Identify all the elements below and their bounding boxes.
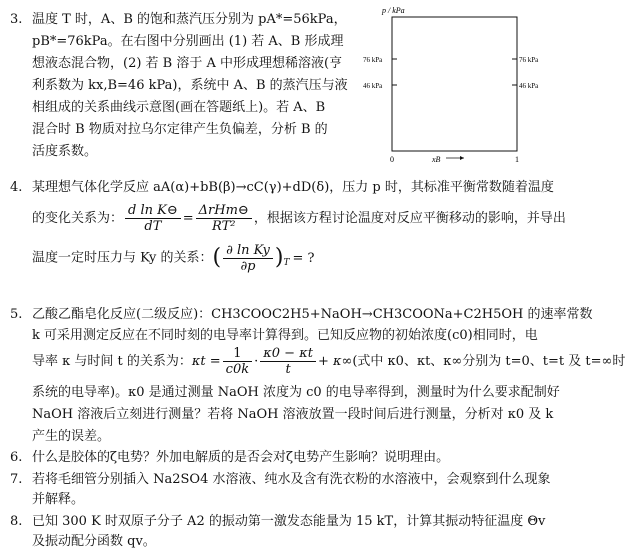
eq-partial-lnky — [223, 243, 273, 274]
vapor-pressure-chart — [360, 4, 550, 168]
eq5-fraction-2 — [260, 346, 316, 377]
chart-xlabel: xB — [432, 155, 441, 164]
q8-number: 8. — [10, 514, 23, 529]
chart-frame — [392, 17, 517, 151]
eq5-fraction-1 — [223, 346, 252, 377]
eq5-lhs: κt = — [191, 354, 221, 369]
q5-number: 5. — [10, 307, 23, 322]
q3-line-5: 相组成的关系曲线示意图(画在答题纸上)。若 A、B — [32, 100, 326, 115]
eq3-denominator: ∂p — [240, 258, 256, 274]
eq3-numerator: ∂ ln Ky — [223, 243, 273, 259]
q3-line-6: 混合时 B 物质对拉乌尔定律产生负偏差，分析 B 的 — [32, 122, 328, 137]
right-tick-label-76: 76 kPa — [519, 56, 539, 64]
q5-line-3 — [32, 344, 625, 380]
q3-line-1: 温度 T 时，A、B 的饱和蒸汽压分别为 pA*=56kPa， — [32, 12, 347, 27]
q3-line-7: 活度系数。 — [32, 144, 98, 159]
eq5-plus: + κ∞ — [317, 354, 353, 369]
q7-number: 7. — [10, 472, 23, 487]
q3-line-4: 利系数为 kx,B=46 kPa)，系统中 A、B 的蒸汽压与液 — [32, 78, 348, 93]
q7-line-1: 若将毛细管分别插入 Na2SO4 水溶液、纯水及含有洗衣粉的水溶液中，会观察到什么现象 — [32, 472, 551, 487]
q3-line-2: pB*=76kPa。在右图中分别画出 (1) 若 A、B 形成理 — [32, 34, 344, 49]
x-tick-label-1: 1 — [515, 155, 519, 164]
q8-line-1: 已知 300 K 时双原子分子 A2 的振动第一激发态能量为 15 kT，计算其振动特征温度 Θv — [32, 514, 546, 529]
eq5-f1-denominator: c0k — [225, 362, 250, 377]
q3-number: 3. — [10, 12, 23, 27]
right-tick-label-46: 46 kPa — [519, 82, 539, 90]
q5-line3-suffix: (式中 κ0、κt、κ∞分别为 t=0、t=t 及 t=∞时 — [352, 354, 625, 369]
q4-line2-suffix: ，根据该方程讨论温度对反应平衡移动的影响，并导出 — [253, 211, 566, 226]
left-paren: ( — [212, 245, 222, 270]
q5-line3-prefix: 导率 κ 与时间 t 的关系为： — [32, 354, 192, 369]
q4-line3-prefix: 温度一定时压力与 Ky 的关系： — [32, 250, 213, 266]
q3-line-3: 想液态混合物，(2) 若 B 溶于 A 中形成理想稀溶液(亨 — [32, 56, 343, 71]
eq1-numerator: d ln K⊖ — [125, 203, 181, 219]
left-tick-label-46: 46 kPa — [363, 82, 383, 90]
q4-number: 4. — [10, 180, 23, 195]
eq5-f2-numerator: κ0 − κt — [260, 346, 316, 362]
q5-line-4: 系统的电导率)。κ0 是通过测量 NaOH 浓度为 c0 的电导率得到，测量时为什么要求配制好 — [32, 385, 560, 400]
q8-line-2: 及振动配分函数 qv。 — [32, 534, 156, 549]
eq1-equals: = — [182, 211, 194, 226]
x-tick-label-0: 0 — [390, 155, 394, 164]
q6-line-1: 什么是胶体的ζ电势？外加电解质的是否会对ζ电势产生影响？说明理由。 — [32, 450, 450, 465]
q4-line2-prefix: 的变化关系为： — [32, 211, 124, 226]
right-paren: ) — [274, 245, 284, 270]
q6-number: 6. — [10, 450, 23, 465]
chart-ylabel: p / kPa — [382, 6, 405, 15]
q4-line-3 — [32, 238, 314, 283]
eq2-numerator: ΔrHm⊖ — [196, 203, 252, 219]
eq1-denominator: dT — [144, 219, 162, 234]
eq2-denominator: RT² — [212, 219, 236, 234]
q5-line-6: 产生的误差。 — [32, 429, 111, 444]
eq-dlnk-dt — [125, 203, 181, 234]
eq5-dot: · — [254, 354, 259, 369]
q4-line-1: 某理想气体化学反应 aA(α)+bB(β)→cC(γ)+dD(δ)，压力 p 时，其标准平衡常数随着温度 — [32, 180, 554, 195]
q5-line-5: NaOH 溶液后立刻进行测量？若将 NaOH 溶液放置一段时间后进行测量，分析对 κ0 及 k — [32, 407, 554, 422]
eq-enthalpy-over-rt2 — [196, 203, 252, 234]
eq3-tail: = ? — [292, 250, 315, 266]
q5-line-2: k 可采用测定反应在不同时刻的电导率计算得到。已知反应物的初始浓度(c0)相同时，电 — [32, 328, 538, 343]
xlabel-arrowhead — [460, 156, 464, 160]
eq5-f2-denominator: t — [285, 362, 291, 377]
q5-line-1: 乙酸乙酯皂化反应(二级反应)：CH3COOC2H5+NaOH→CH3COONa+C2H5OH 的速率常数 — [32, 307, 593, 322]
q7-line-2: 并解释。 — [32, 492, 85, 507]
eq3-subscript: T — [283, 258, 290, 269]
left-tick-label-76: 76 kPa — [363, 56, 383, 64]
q4-line-2 — [32, 200, 566, 238]
eq5-f1-numerator: 1 — [223, 346, 252, 362]
